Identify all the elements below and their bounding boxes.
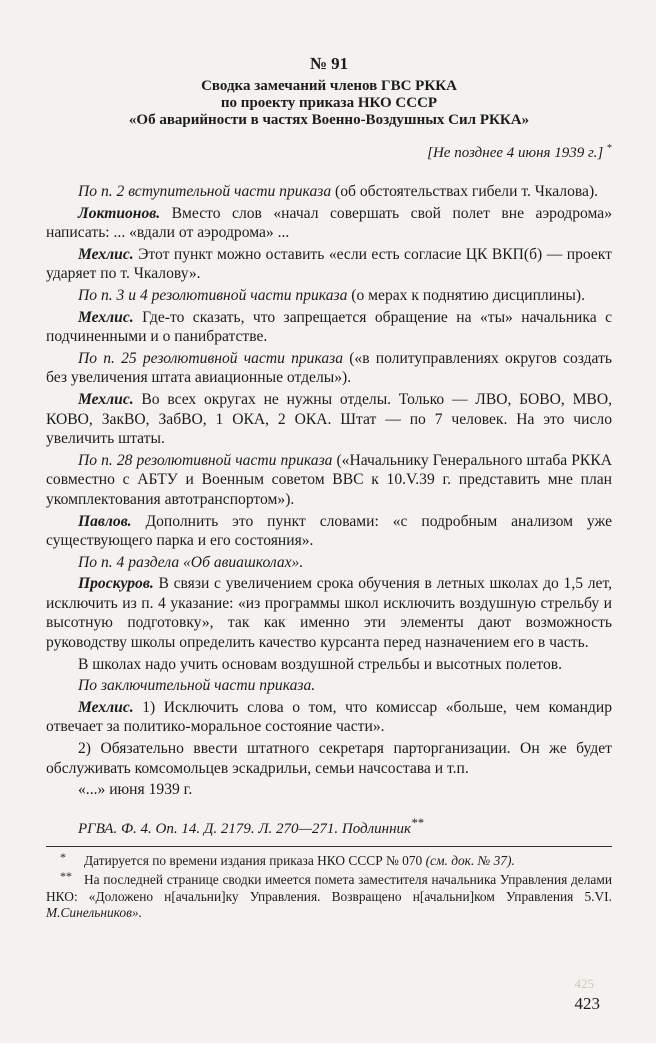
paragraph: [46, 451, 612, 510]
title-line: Сводка замечаний членов ГВС РККА: [201, 78, 457, 94]
footnote-mark: *: [60, 849, 66, 864]
paragraph-text: Во всех округах не нужны отделы. Только — ЛВО, БОВО, МВО, КОВО, ЗакВО, ЗабВО, 1 ОКА, 2 ОКА. Штат — по 7 человек. На это число увеличить штаты.: [46, 390, 612, 448]
date-text: [Не позднее 4 июня 1939 г.]: [427, 145, 604, 161]
document-number: № 91: [309, 54, 349, 73]
paragraph-lead: По п. 2 вступительной части приказа: [78, 183, 332, 200]
paragraph: [46, 308, 612, 347]
page-number: 423: [574, 994, 600, 1013]
paragraph-lead: По п. 4 раздела «Об авиашколах».: [78, 553, 304, 571]
date-footnote-mark: *: [607, 143, 612, 154]
archive-text: РГВА. Ф. 4. Оп. 14. Д. 2179. Л. 270—271. Подлинник: [78, 820, 412, 837]
paragraph-text: Где-то сказать, что запрещается обращение на «ты» начальника с подчиненными и о панибратстве.: [46, 308, 612, 346]
paragraph-lead: Павлов.: [78, 512, 132, 530]
paragraph-text: (о мерах к поднятию дисциплины).: [347, 286, 585, 304]
document-title: [46, 78, 612, 129]
paragraph: [46, 698, 612, 737]
paragraph: [46, 245, 612, 284]
paragraph: [46, 739, 612, 778]
footnote-text: Датируется по времени издания приказа НКО СССР № 070: [84, 852, 426, 868]
paragraph-text: 2) Обязательно ввести штатного секретаря парторганизации. Он же будет обслуживать комсомольцев эскадрильи, семьи начсостава и т.п.: [46, 740, 612, 777]
paragraph-lead: Проскуров.: [78, 575, 154, 593]
footnote-tail: М.Синельников».: [46, 905, 142, 921]
paragraph: [46, 676, 612, 696]
paragraph-text: «...» июня 1939 г.: [78, 781, 193, 799]
document-body: [46, 182, 612, 800]
paragraph: [46, 390, 612, 449]
bleed-through-page-number: 425: [574, 976, 594, 991]
title-line: «Об аварийности в частях Военно-Воздушных Сил РККА»: [128, 112, 530, 128]
paragraph-text: («Начальнику Генерального штаба РККА совместно с АБТУ и Военным советом ВВС к 10.V.39 г. представить мне план укомплектования автотранспортом»).: [46, 451, 612, 508]
paragraph-lead: Мехлис.: [78, 698, 134, 716]
document-page: [46, 54, 612, 925]
archive-reference: [46, 816, 612, 838]
paragraph: [46, 553, 612, 573]
paragraph-lead: По п. 3 и 4 резолютивной части приказа: [78, 286, 348, 304]
paragraph: [46, 512, 612, 551]
paragraph-text: В школах надо учить основам воздушной стрельбы и высотных полетов.: [78, 655, 563, 673]
paragraph: [46, 574, 612, 652]
paragraph-lead: Мехлис.: [78, 308, 134, 326]
paragraph: [46, 655, 612, 675]
footnote-divider: [46, 846, 612, 847]
paragraph-lead: Локтионов.: [78, 204, 161, 222]
date-note: [46, 143, 612, 162]
paragraph-text: Дополнить это пункт словами: «с подробным анализом уже существующего парка и его состояния».: [46, 512, 612, 550]
footnote-tail: (см. док. № 37).: [425, 852, 515, 868]
paragraph-text: 1) Исключить слова о том, что комиссар «больше, чем командир отвечает за политико-моральное состояние части».: [46, 698, 612, 736]
paragraph-text: Вместо слов «начал совершать свой полет вне аэродрома» написать: ... «вдали от аэродрома» ...: [46, 204, 612, 242]
paragraph-text: Этот пункт можно оставить «если есть согласие ЦК ВКП(б) — проект ударяет по т. Чкалову».: [46, 245, 612, 283]
paragraph-text: В связи с увеличением срока обучения в летных школах до 1,5 лет, исключить из п. 4 указание: «из программы школ исключить воздушную стрельбу и высотную подготовку», так как именно эти элементы дают возможность руководству школы определить качество курсанта перед назначением его в часть.: [46, 575, 612, 652]
paragraph-lead: Мехлис.: [78, 245, 134, 263]
paragraph: [46, 182, 612, 202]
paragraph: [46, 349, 612, 388]
archive-footnote-mark: **: [411, 815, 424, 830]
footnote-text: На последней странице сводки имеется помета заместителя начальника Управления делами НКО: «Доложено н[ачальни]ку Управления. Возвращено н[ачальни]ком Управления 5.VI.: [46, 872, 612, 904]
paragraph: [46, 286, 612, 306]
paragraph-lead: По заключительной части приказа.: [78, 677, 316, 695]
paragraph-text: («в политуправлениях округов создать без увеличения штата авиационные отделы»).: [46, 349, 613, 387]
paragraph-lead: По п. 28 резолютивной части приказа: [78, 451, 333, 469]
paragraph: [46, 780, 612, 800]
paragraph: [46, 204, 612, 243]
title-line: по проекту приказа НКО СССР: [220, 95, 438, 111]
paragraph-text: (об обстоятельствах гибели т. Чкалова).: [331, 183, 599, 200]
footnote-mark: **: [60, 869, 72, 884]
paragraph-lead: Мехлис.: [78, 390, 134, 408]
paragraph-lead: По п. 25 резолютивной части приказа: [78, 349, 344, 367]
footnote: [46, 869, 612, 922]
footnote: [46, 849, 612, 870]
